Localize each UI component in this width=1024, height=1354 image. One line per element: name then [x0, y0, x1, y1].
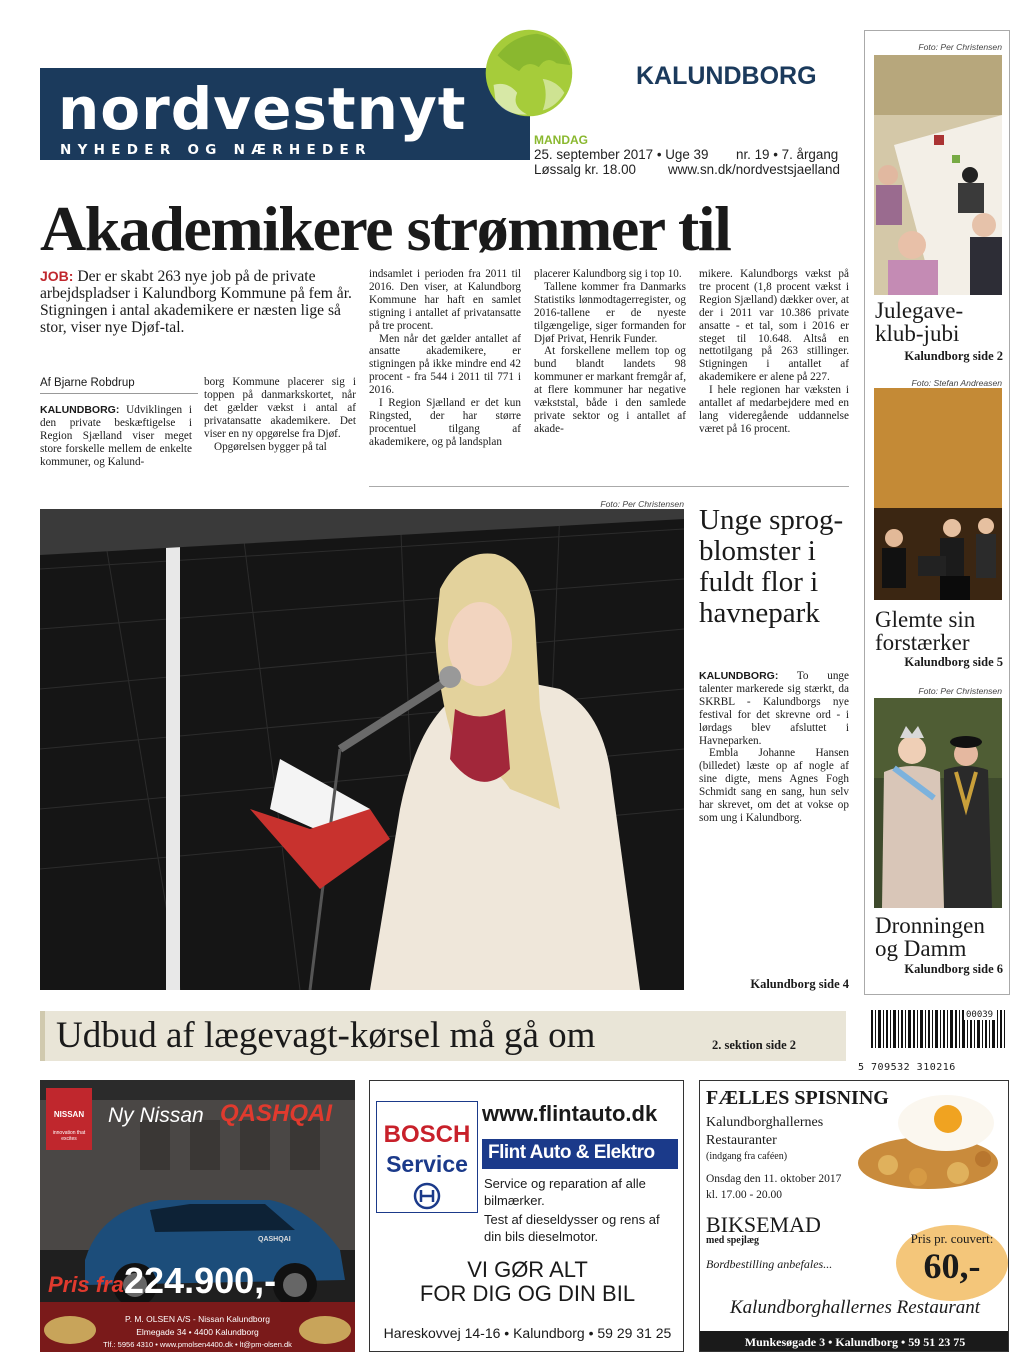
main-photo — [40, 509, 684, 990]
teaser-headline-2[interactable]: Glemte sin forstærker — [875, 607, 976, 655]
side-story-headline: Unge sprog-blomster i fuldt flor i havnepark — [699, 504, 844, 629]
nissan-ad[interactable] — [40, 1080, 355, 1352]
side-story-paragraph: To unge talenter markerede sig stærkt, da SKRBL - Kalundborgs nye festival for det skrevne ord - i lørdags blev afsluttet i Havneparken. — [699, 670, 849, 747]
article-paragraph: Tallene kommer fra Danmarks Statistiks lønmodtagerregister, og 2016-tallene er de nyeste tilgængelige, siger formanden for Djøf Privat, Henrik Funder. — [534, 280, 686, 345]
nissan-price: 224.900,- — [124, 1260, 277, 1301]
barcode-number: 5 709532 310216 — [858, 1062, 956, 1073]
edition-name: KALUNDBORG — [636, 62, 817, 90]
teaser-photo-credit: Foto: Stefan Andreasen — [911, 378, 1002, 388]
article-paragraph: Men når det gælder antallet af ansatte akademikere, er stigningen på ikke mindre end 42 procent - fra 544 i 2011 til 771 i 2016. — [369, 332, 521, 397]
restaurant-dish: BIKSEMAD — [706, 1212, 821, 1237]
nissan-model: QASHQAI — [220, 1100, 333, 1127]
photo-credit: Foto: Per Christensen — [600, 499, 684, 509]
side-story-kicker: KALUNDBORG: — [699, 670, 779, 682]
teaser-photo-3[interactable] — [874, 698, 1002, 908]
restaurant-logo: Kalundborghallernes Restaurant — [730, 1297, 980, 1318]
article-paragraph: At forskellene mellem top og bund blandt landets 98 kommuner er markant fremgår af, at flere kommuner har negative vækststal, både i den samlede private sektor og i antallet af akade- — [534, 345, 686, 435]
teaser-headline-1[interactable]: Julegave-klub-jubi — [875, 298, 964, 346]
website-link[interactable]: www.sn.dk/nordvestsjaelland — [668, 162, 840, 177]
newspaper-tagline: NYHEDER OG NÆRHEDER — [60, 142, 372, 158]
barcode-issue: 00039 — [966, 1010, 994, 1020]
restaurant-dish-sub: med spejlæg — [706, 1235, 760, 1246]
flint-slogan-2: FOR DIG OG DIN BIL — [419, 1281, 636, 1306]
weekday: MANDAG — [534, 133, 588, 147]
restaurant-booking: Bordbestilling anbefales... — [706, 1257, 833, 1271]
teaser-page-ref-3[interactable]: Kalundborg side 6 — [904, 962, 1003, 976]
nissan-dealer: P. M. OLSEN A/S - Nissan Kalundborg — [125, 1314, 270, 1324]
teaser-page-ref-1[interactable]: Kalundborg side 2 — [904, 349, 1003, 363]
article-column-1 — [40, 404, 192, 469]
section-divider — [369, 486, 849, 487]
article-paragraph: I Region Sjælland er det kun Ringsted, der har større procentuel tilgang af akademikere, og på landsplan — [369, 397, 521, 448]
flint-slogan-1: VI GØR ALT — [467, 1257, 588, 1282]
lead-kicker: JOB: — [40, 268, 74, 284]
teaser-photo-credit: Foto: Per Christensen — [918, 42, 1002, 52]
teaser-headline-3[interactable]: Dronningen og Damm — [875, 913, 985, 961]
bosch-armature-icon — [412, 1181, 442, 1211]
flint-url[interactable]: www.flintauto.dk — [482, 1101, 658, 1126]
article-paragraph: borg Kommune placerer sig i toppen på danmarkskortet, når det gælder vækst i antal af privatansatte akademikere. Det viser en ny opgørelse fra Djøf. — [204, 376, 356, 440]
restaurant-price-label: Pris pr. couvert: — [910, 1231, 994, 1246]
flint-diesel-line: Test af dieseldysser og rens af din bils dieselmotor. — [484, 1212, 660, 1244]
price-line: Løssalg kr. 18.00 — [534, 162, 636, 177]
teaser-photo-credit: Foto: Per Christensen — [918, 686, 1002, 696]
lead-text: Der er skabt 263 nye job på de private arbejdspladser i Kalundborg Kommune på fem år. Stigningen i antal akademikere er næsten lige så stor, viser nye Djøf-tal. — [40, 268, 352, 336]
restaurant-date: Onsdag den 11. oktober 2017 — [706, 1173, 842, 1185]
article-paragraph: I hele regionen har væksten i antallet af medarbejdere med en lang videregående uddannelse været på 16 procent. — [699, 384, 849, 435]
nissan-price-label: Pris fra — [48, 1272, 124, 1297]
nissan-brand: NISSAN — [53, 1110, 85, 1119]
newspaper-logo: nordvestnyt — [58, 75, 467, 143]
nissan-brand-tag: innovation that excites — [52, 1130, 86, 1142]
byline: Af Bjarne Robdrup — [40, 377, 198, 394]
article-column-5 — [699, 268, 849, 436]
restaurant-entrance: (indgang fra caféen) — [706, 1151, 788, 1162]
globe-logo-icon — [468, 16, 586, 134]
article-paragraph: Opgørelsen bygger på tal — [214, 440, 327, 453]
main-headline: Akademikere strømmer til — [40, 193, 731, 264]
banner-headline[interactable]: Udbud af lægevagt-kørsel må gå om — [56, 1015, 596, 1056]
article-kicker: KALUNDBORG: — [40, 404, 120, 416]
nissan-plate: QASHQAI — [258, 1236, 291, 1243]
nissan-model-prefix: Ny Nissan — [108, 1104, 204, 1127]
club-meeting-image — [874, 55, 1002, 295]
article-column-4 — [534, 268, 686, 436]
side-story-body — [699, 670, 849, 825]
nissan-contact[interactable]: Tlf.: 5956 4310 • www.pmolsen4400.dk • lt@pm-olsen.dk — [103, 1340, 292, 1349]
bosch-logo-text: BOSCH — [383, 1121, 471, 1148]
concert-stage-image — [874, 388, 1002, 600]
article-column-2 — [204, 376, 356, 453]
side-story-page-ref[interactable]: Kalundborg side 4 — [750, 977, 849, 991]
restaurant-time: kl. 17.00 - 20.00 — [706, 1189, 783, 1201]
nissan-address: Elmegade 34 • 4400 Kalundborg — [136, 1327, 259, 1337]
flint-name: Flint Auto & Elektro — [488, 1142, 655, 1163]
issue-line: nr. 19 • 7. årgang — [736, 147, 839, 162]
article-paragraph: indsamlet i perioden fra 2011 til 2016. Den viser, at Kalundborg Kommune har haft en samlet stigning i antallet af privatansatte på tre procent. — [369, 268, 521, 332]
bosch-service-text: Service — [386, 1151, 468, 1177]
restaurant-ad-title: FÆLLES SPISNING — [706, 1087, 889, 1109]
theatre-scene-image — [874, 698, 1002, 908]
date-line: 25. september 2017 • Uge 39 — [534, 147, 709, 162]
banner-section-ref[interactable]: 2. sektion side 2 — [712, 1038, 797, 1052]
article-paragraph: mikere. Kalundborgs vækst på tre procent (1,8 procent vækst i Region Sjælland) dækker over, at der i 2011 var 10.386 private ansatte - et tal, som i 2016 er steget til 10.648. Altså en nettotilgang på 263 stillinger. Stigningen i antallet af akademikere er alene på 227. — [699, 268, 849, 384]
teaser-page-ref-2[interactable]: Kalundborg side 5 — [904, 655, 1003, 669]
restaurant-price: 60,- — [923, 1246, 981, 1286]
flint-auto-ad[interactable] — [369, 1080, 684, 1352]
teaser-photo-1[interactable] — [874, 55, 1002, 295]
article-column-3 — [369, 268, 521, 449]
side-story-paragraph: Embla Johanne Hansen (billedet) læste op af nogle af sine digte, mens Agnes Fogh Schmidt sang en sang, hun selv har skrevet, om det at vokse op som ung i Kalundborg. — [699, 747, 849, 824]
teaser-photo-2[interactable] — [874, 388, 1002, 600]
restaurant-venue-1: Kalundborghallernes — [706, 1115, 824, 1130]
flint-address: Hareskovvej 14-16 • Kalundborg • 59 29 31 25 — [383, 1325, 672, 1341]
article-paragraph: Udviklingen i den private beskæftigelse i Region Sjælland viser meget store forskelle mellem de enkelte kommuner, og Kalund- — [40, 404, 192, 468]
restaurant-ad[interactable] — [699, 1080, 1009, 1352]
article-paragraph: placerer Kalundborg sig i top 10. — [534, 268, 682, 280]
article-lead — [40, 268, 360, 336]
restaurant-venue-2: Restauranter — [706, 1133, 777, 1148]
flint-service-line: Service og reparation af alle bilmærker. — [484, 1176, 646, 1208]
restaurant-address: Munkesøgade 3 • Kalundborg • 59 51 23 75 — [744, 1335, 966, 1349]
speaker-photo-image — [40, 509, 684, 990]
